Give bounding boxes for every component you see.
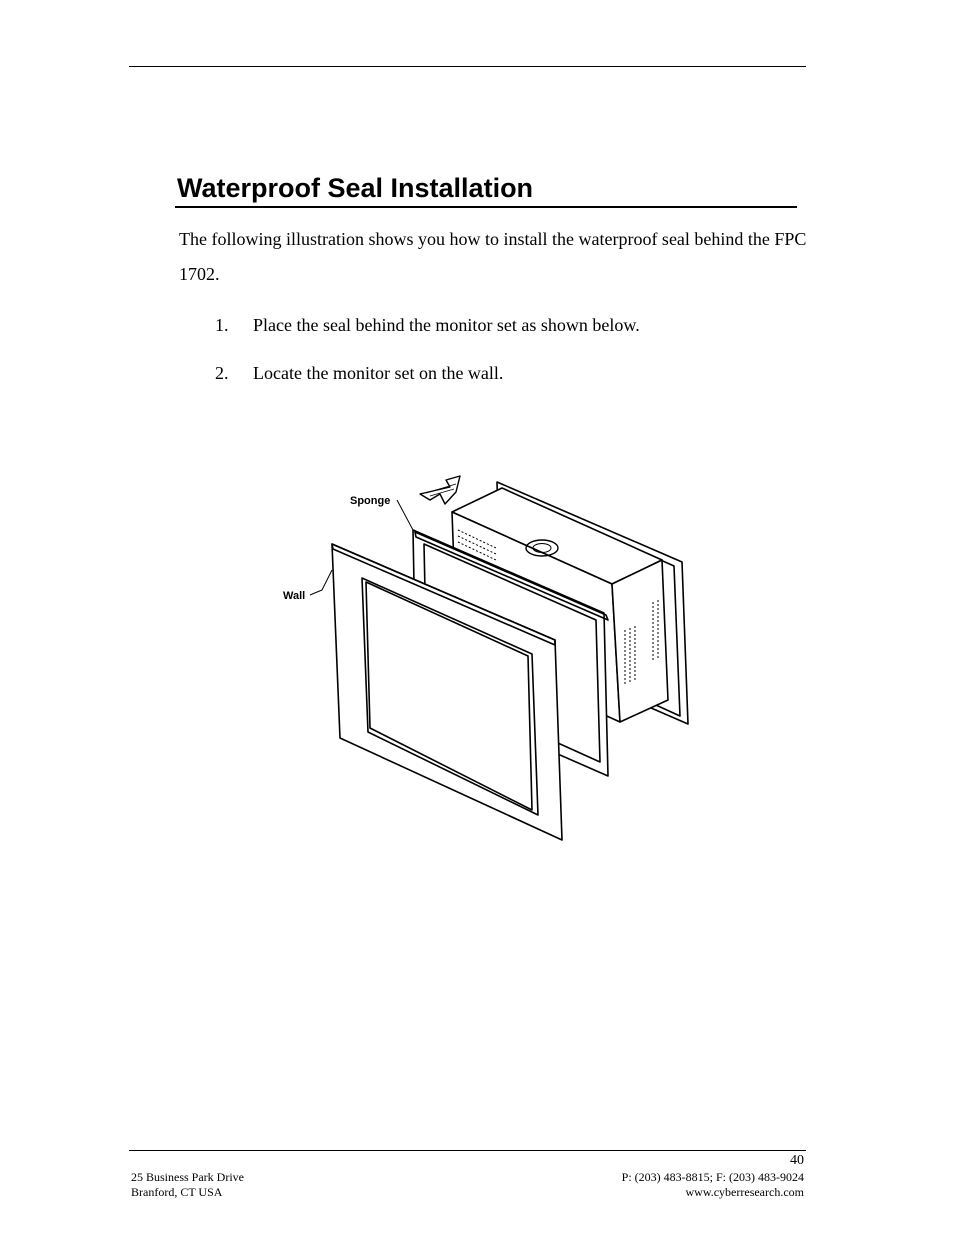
footer-rule <box>129 1150 806 1151</box>
step-text: Place the seal behind the monitor set as shown below. <box>253 315 640 335</box>
installation-illustration <box>270 460 710 850</box>
header-rule <box>129 66 806 67</box>
step-text: Locate the monitor set on the wall. <box>253 363 504 383</box>
step-number: 2. <box>215 363 229 383</box>
wall-label: Wall <box>283 590 306 602</box>
footer-address <box>131 1170 244 1200</box>
address-line: 25 Business Park Drive <box>131 1170 244 1184</box>
footer-contact <box>622 1170 804 1200</box>
section-heading: Waterproof Seal Installation <box>177 173 534 203</box>
website: www.cyberresearch.com <box>685 1185 804 1199</box>
heading-underline <box>175 206 797 208</box>
intro-paragraph: The following illustration shows you how to install the waterproof seal behind the FPC 1702. <box>179 229 807 284</box>
phone-fax: P: (203) 483-8815; F: (203) 483-9024 <box>621 1170 804 1184</box>
address-line: Branford, CT USA <box>131 1185 223 1199</box>
page-number: 40 <box>790 1153 804 1168</box>
sponge-label: Sponge <box>350 495 391 507</box>
direction-arrow-icon <box>420 476 460 504</box>
step-number: 1. <box>215 315 229 335</box>
